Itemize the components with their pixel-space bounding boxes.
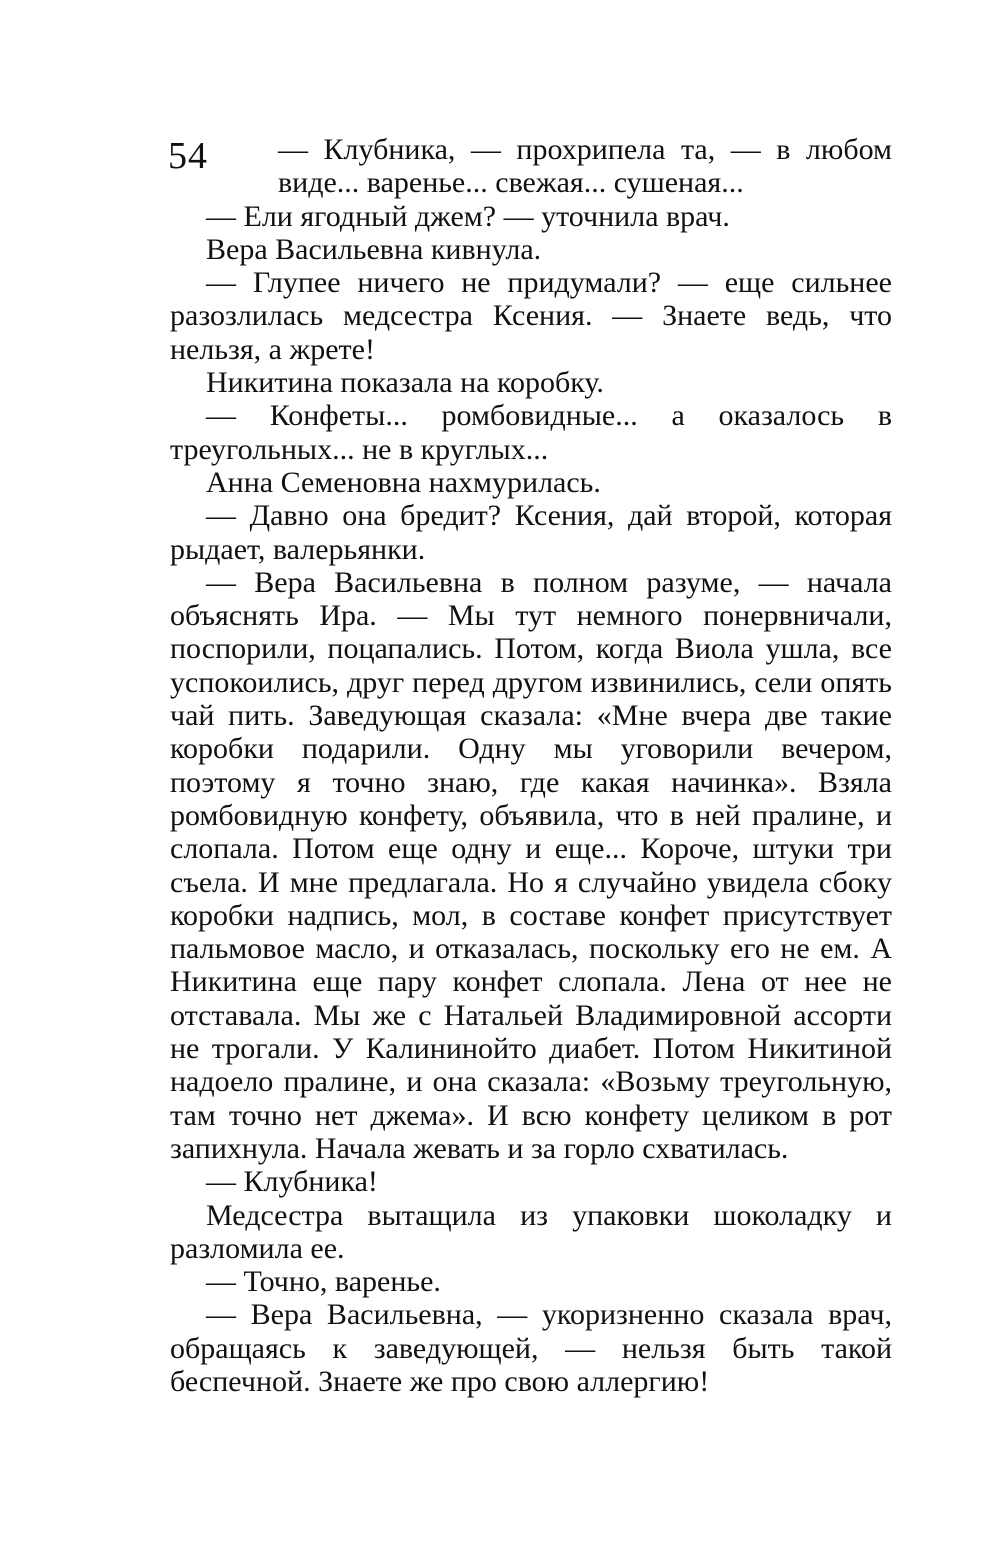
- body-text: [170, 133, 892, 1398]
- paragraph: — Глупее ничего не придумали? — еще сильнее разозлилась медсестра Ксения. — Знаете ведь, что нельзя, а жрете!: [170, 266, 892, 366]
- paragraph: Никитина показала на коробку.: [206, 366, 604, 400]
- paragraph: — Давно она бредит? Ксения, дай второй, которая рыдает, валерьянки.: [170, 499, 892, 566]
- paragraph: — Клубника, — прохрипела та, — в любом виде... варенье... свежая... сушеная...: [278, 133, 892, 200]
- paragraph: Анна Семеновна нахмурилась.: [206, 465, 601, 499]
- paragraph: — Точно, варенье.: [206, 1265, 441, 1299]
- paragraph: — Вера Васильевна, — укоризненно сказала врач, обращаясь к заведующей, — нельзя быть такой беспечной. Знаете же про свою аллергию!: [170, 1298, 892, 1398]
- paragraph: Вера Васильевна кивнула.: [206, 232, 542, 266]
- page-number: 54: [168, 135, 208, 177]
- paragraph: — Вера Васильевна в полном разуме, — начала объяснять Ира. — Мы тут немного понервничали, поспорили, поцапались. Потом, когда Виола ушла, все успокоились, друг перед другом извинились, сели опять чай пить. Заведующая сказала: «Мне вчера две такие коробки подарили. Одну мы уговорили вечером, поэтому я точно знаю, где какая начинка». Взяла ромбовидную конфету, объявила, что в ней пралине, и слопала. Потом еще одну и еще... Короче, штуки три съела. И мне предлагала. Но я случайно увидела сбоку коробки надпись, мол, в составе конфет присутствует пальмовое масло, и отказалась, поскольку его не ем. А Никитина еще пару конфет слопала. Лена от нее не отставала. Мы же с Натальей Владимировной ассорти не трогали. У Калининойто диабет. Потом Никитиной надоело пралине, и она сказала: «Возьму треугольную, там точно нет джема». И всю конфету целиком в рот запихнула. Начала жевать и за горло схватилась.: [170, 565, 892, 1165]
- paragraph: — Ели ягодный джем? — уточнила врач.: [206, 199, 730, 233]
- paragraph: — Клубника!: [206, 1165, 378, 1199]
- paragraph: Медсестра вытащила из упаковки шоколадку и разломила ее.: [170, 1198, 892, 1265]
- paragraph: — Конфеты... ромбовидные... а оказалось в треугольных... не в круглых...: [170, 399, 892, 466]
